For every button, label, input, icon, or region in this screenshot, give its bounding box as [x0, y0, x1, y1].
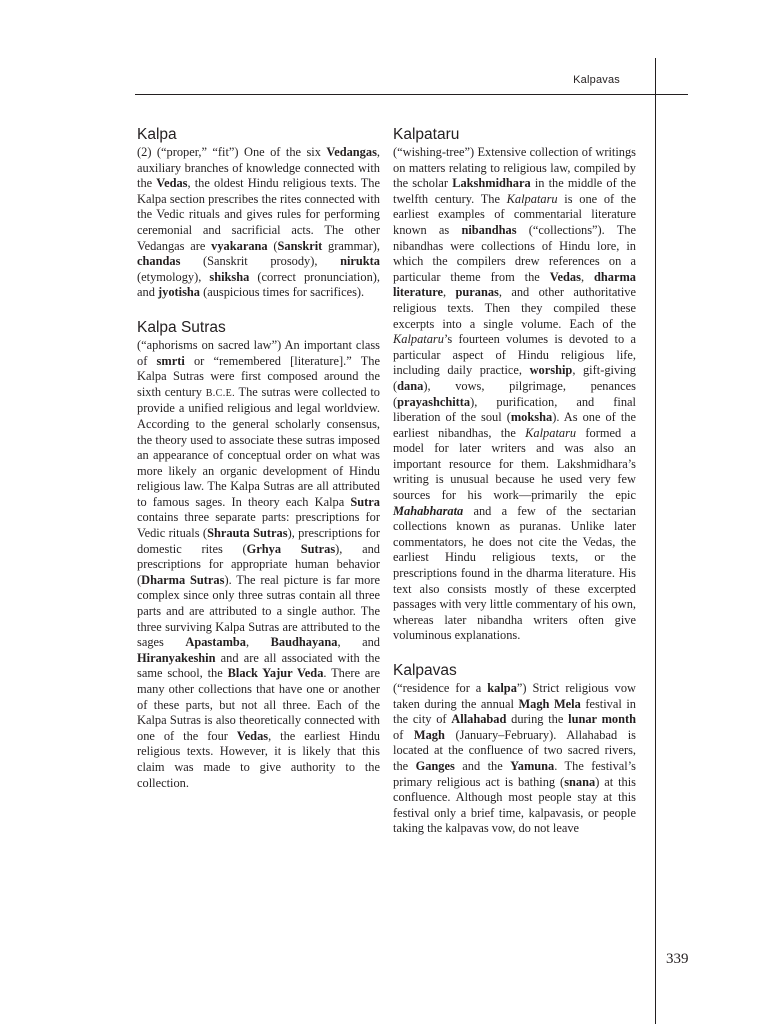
bold-term: Lakshmidhara [452, 176, 531, 191]
small-caps-text: B.C.E. [205, 387, 236, 399]
body-text: , auxiliary branches of knowledge connected with the [137, 145, 380, 191]
body-text: ), and prescriptions for appropriate human behavior ( [137, 541, 380, 587]
body-text: ), purification, and final liberation of the soul ( [393, 394, 636, 425]
bold-term: Grhya Sutras [246, 541, 336, 556]
body-text: in the middle of the twelfth century. The [393, 176, 636, 206]
italic-term: Kalpataru [525, 425, 577, 440]
body-text: , gift-giving ( [393, 363, 636, 393]
body-text: (auspicious times for sacrifices). [200, 285, 365, 300]
body-text: , [443, 285, 456, 300]
italic-term: Kalpataru [393, 332, 444, 347]
body-text: , [580, 269, 594, 284]
entry-body [393, 681, 636, 837]
bold-term: chandas [137, 254, 181, 269]
bold-term: Sanskrit [277, 238, 323, 253]
body-text: of [393, 727, 414, 742]
bold-term: Allahabad [451, 712, 507, 727]
body-text: contains three separate parts: prescriptions for Vedic rituals ( [137, 510, 380, 541]
bold-term: nirukta [340, 254, 380, 269]
bold-term: Ganges [415, 758, 455, 773]
bold-term: lunar month [568, 712, 637, 727]
entry-title: Kalpa Sutras [137, 318, 226, 336]
body-text: The sutras were collected to provide a unified religious and legal worldview. According to the general scholarly consensus, the theory used to associate these sutras imposed an appearance of conceptual order on what was more likely an organic development of Hindu religious law. The Kalpa Sutras are all attributed to famous sages. In theory each Kalpa [137, 384, 380, 509]
right-column [393, 126, 636, 855]
bold-term: Black Yajur Veda [227, 666, 324, 681]
bold-term: Yamuna [510, 758, 555, 773]
body-text: , and other authoritative religious texts. Then they compiled these excerpts into a single volume. Each of the [393, 285, 637, 331]
body-text: ’s fourteen volumes is devoted to a particular aspect of Hindu religious life, including daily practice, [393, 332, 636, 378]
entry-kalpavas [393, 662, 636, 837]
body-text: (etymology), [137, 269, 210, 284]
body-text: ( [267, 238, 278, 253]
body-text: ”) Strict religious vow taken during the annual [393, 681, 636, 711]
bold-term: Vedangas [326, 145, 377, 159]
bold-term: puranas [455, 285, 499, 300]
bold-term: Hiranyakeshin [137, 650, 216, 665]
entry-title: Kalpataru [393, 126, 460, 143]
body-text: (“collections”). The nibandhas were collections of Hindu lore, in which the compilers drew references on a particular theme from the [393, 222, 637, 284]
body-text: and the [454, 758, 511, 773]
body-text: ). As one of the earliest nibandhas, the [393, 410, 636, 440]
body-text: during the [506, 712, 569, 727]
entry-title: Kalpa [137, 126, 177, 143]
body-text: (“residence for a [393, 681, 488, 695]
body-text: or “remembered [literature].” The Kalpa Sutras were first composed around the sixth century [137, 353, 380, 399]
bold-term: Magh Mela [518, 696, 581, 711]
body-text: grammar), [322, 238, 380, 253]
bold-term: Vedas [549, 269, 581, 284]
body-text: and are all associated with the same school, the [137, 650, 380, 681]
bold-term: moksha [510, 410, 553, 425]
bold-term: nibandhas [461, 222, 517, 237]
bold-term: Sutra [350, 494, 380, 509]
bold-term: Shrauta Sutras [207, 526, 288, 541]
bold-term: Dharma Sutras [141, 572, 225, 587]
bold-term: Magh [413, 727, 445, 742]
body-text: , and [337, 635, 380, 650]
bold-term: snana [564, 774, 596, 789]
body-text: ), prescriptions for domestic rites ( [137, 526, 380, 556]
body-text: (“wishing-tree”) Extensive collection of writings on matters relating to religious law, compiled by the scholar [393, 145, 636, 191]
body-text: (correct pronunciation), and [137, 269, 380, 300]
italic-term: Kalpataru [506, 191, 558, 206]
body-text: . The festival’s primary religious act is bathing ( [393, 758, 636, 789]
body-text: formed a model for later writers and was also an important resource for them. Lakshmidhara’s writing is unusual because he used very few sources for his work—primarily the epic [393, 425, 636, 503]
body-text: (“aphorisms on sacred law”) An important class of [137, 337, 380, 368]
body-text: , [245, 635, 271, 650]
bold-term: smrti [156, 353, 185, 368]
body-text: . There are many other collections that have one or another of these parts, but not all three. Each of the Kalpa Sutras is also theoretically connected with one of the four [137, 666, 380, 743]
body-text: (January–February). Allahabad is located at the confluence of two sacred rivers, the [393, 727, 636, 773]
header-rule [135, 94, 688, 95]
bold-term: Vedas [236, 728, 269, 743]
bold-term: kalpa [487, 681, 517, 695]
body-text: , the earliest Hindu religious texts. However, it is likely that this claim was made to give authority to the collection. [137, 728, 380, 790]
bold-term: dana [397, 378, 424, 393]
bold-term: shiksha [209, 269, 250, 284]
body-text: , the oldest Hindu religious texts. The Kalpa section prescribes the rites connected with the Vedic rituals and gives rules for performing ceremonial and sacrificial acts. The other Vedangas are [137, 176, 380, 253]
body-text: ), vows, pilgrimage, penances ( [393, 378, 636, 409]
bold-term: dharma literature [393, 269, 636, 300]
entry-kalpa-sutras [137, 319, 380, 791]
body-text: ). The real picture is far more complex since only three sutras contain all three parts and are attributed to a single author. The three surviving Kalpa Sutras are attributed to the sages [137, 572, 381, 650]
margin-rule [655, 58, 656, 1024]
body-text: (Sanskrit prosody), [180, 254, 341, 269]
left-column [137, 126, 380, 809]
page-number: 339 [666, 951, 689, 967]
bold-term: jyotisha [158, 285, 200, 300]
bold-term: Apastamba [185, 635, 246, 650]
entry-kalpa [137, 126, 380, 301]
entry-title: Kalpavas [393, 662, 457, 679]
entry-body [137, 145, 380, 301]
body-text: (2) (“proper,” “fit”) One of the six [137, 145, 327, 159]
body-text: ) at this confluence. Although most people stay at this festival only a brief time, kalpavasis, or people taking the kalpavas vow, do not leave [393, 774, 636, 836]
entry-body [393, 145, 636, 644]
body-text: festival in the city of [393, 696, 636, 727]
body-text: is one of the earliest examples of commentarial literature known as [393, 191, 636, 237]
bold-term: worship [529, 363, 573, 378]
bold-term: Vedas [156, 176, 188, 191]
bold-term: Baudhayana [270, 635, 338, 650]
entry-body [137, 338, 380, 791]
body-text: and a few of the sectarian collections known as puranas. Unlike later commentators, he does not cite the Vedas, the earliest Hindu religious texts, or the prescriptions found in the dharma literature. His text also consists mostly of these excerpted passages with very little commentary of his own, whereas later nibandha writers often give voluminous explanations. [393, 503, 636, 643]
bold-term: vyakarana [211, 238, 268, 253]
running-head: Kalpavas [573, 74, 620, 86]
entry-kalpataru [393, 126, 636, 644]
bold-term: prayashchitta [397, 394, 471, 409]
bold-term: Mahabharata [393, 503, 464, 518]
